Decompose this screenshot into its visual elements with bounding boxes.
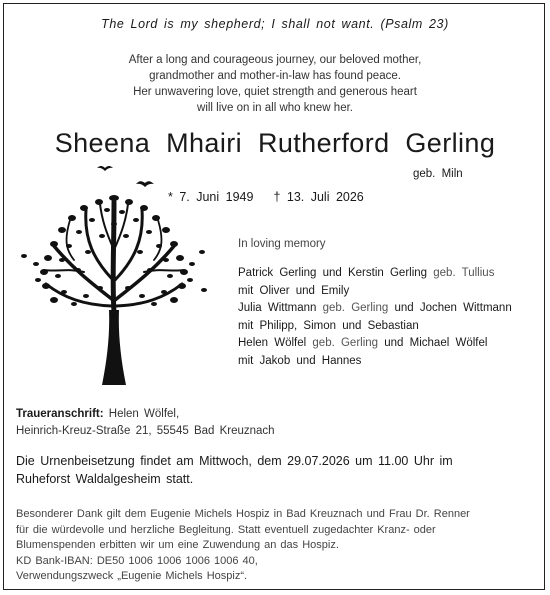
thanks-line: Blumenspenden erbitten wir um eine Zuwendung an das Hospiz.: [16, 539, 339, 551]
psalm-quote: The Lord is my shepherd; I shall not want. (Psalm 23): [101, 17, 449, 31]
thanks-line: Verwendungszweck „Eugenie Michels Hospiz“.: [16, 570, 248, 582]
thanks-text: [16, 507, 470, 585]
tree-of-life-icon: [14, 160, 214, 385]
family-names: mit Philipp, Simon und Sebastian: [238, 319, 419, 332]
address-line: [16, 406, 275, 423]
memory-heading: In loving memory: [238, 238, 326, 250]
maiden-name: geb. Tullius: [433, 267, 495, 279]
family-line: [238, 265, 512, 283]
address-label: Traueranschrift:: [16, 408, 104, 420]
family-line: [238, 283, 512, 301]
family-line: [238, 300, 512, 318]
deceased-name: Sheena Mhairi Rutherford Gerling: [54, 128, 496, 158]
burial-line: Ruheforst Waldalgesheim statt.: [16, 471, 194, 486]
family-names: Helen Wölfel: [238, 337, 307, 349]
family-line: [238, 318, 512, 336]
family-line: [238, 353, 512, 371]
birth-date: * 7. Juni 1949: [168, 190, 254, 204]
family-names: und Jochen Wittmann: [394, 302, 512, 314]
family-line: [238, 335, 512, 353]
death-date: † 13. Juli 2026: [273, 190, 364, 204]
intro-line: grandmother and mother-in-law has found peace.: [149, 70, 401, 82]
burial-line: Die Urnenbeisetzung findet am Mittwoch, dem 29.07.2026 um 11.00 Uhr im: [16, 454, 453, 468]
family-list: [238, 265, 512, 370]
intro-text: [0, 52, 550, 116]
thanks-line: für die würdevolle und herzliche Begleitung. Statt eventuell zugedachter Kranz- oder: [16, 523, 436, 536]
intro-line: Her unwavering love, quiet strength and generous heart: [133, 86, 417, 98]
maiden-name: geb. Gerling: [322, 302, 389, 314]
thanks-line: KD Bank-IBAN: DE50 1006 1006 1006 1006 40,: [16, 554, 258, 567]
family-names: Patrick Gerling und Kerstin Gerling: [238, 267, 428, 279]
address-name: Helen Wölfel,: [108, 408, 180, 420]
birth-name: geb. Miln: [413, 168, 463, 180]
family-names: mit Oliver und Emily: [238, 284, 350, 297]
family-names: Julia Wittmann: [238, 302, 317, 314]
maiden-name: geb. Gerling: [312, 337, 379, 349]
mourning-address: [16, 406, 275, 440]
family-names: und Michael Wölfel: [384, 337, 488, 349]
thanks-line: Besonderer Dank gilt dem Eugenie Michels Hospiz in Bad Kreuznach und Frau Dr. Renner: [16, 508, 470, 520]
burial-info: [16, 453, 453, 488]
address-street: Heinrich-Kreuz-Straße 21, 55545 Bad Kreuznach: [16, 425, 275, 437]
intro-line: After a long and courageous journey, our beloved mother,: [128, 54, 422, 66]
family-names: mit Jakob und Hannes: [238, 354, 362, 367]
intro-line: will live on in all who knew her.: [197, 102, 353, 114]
